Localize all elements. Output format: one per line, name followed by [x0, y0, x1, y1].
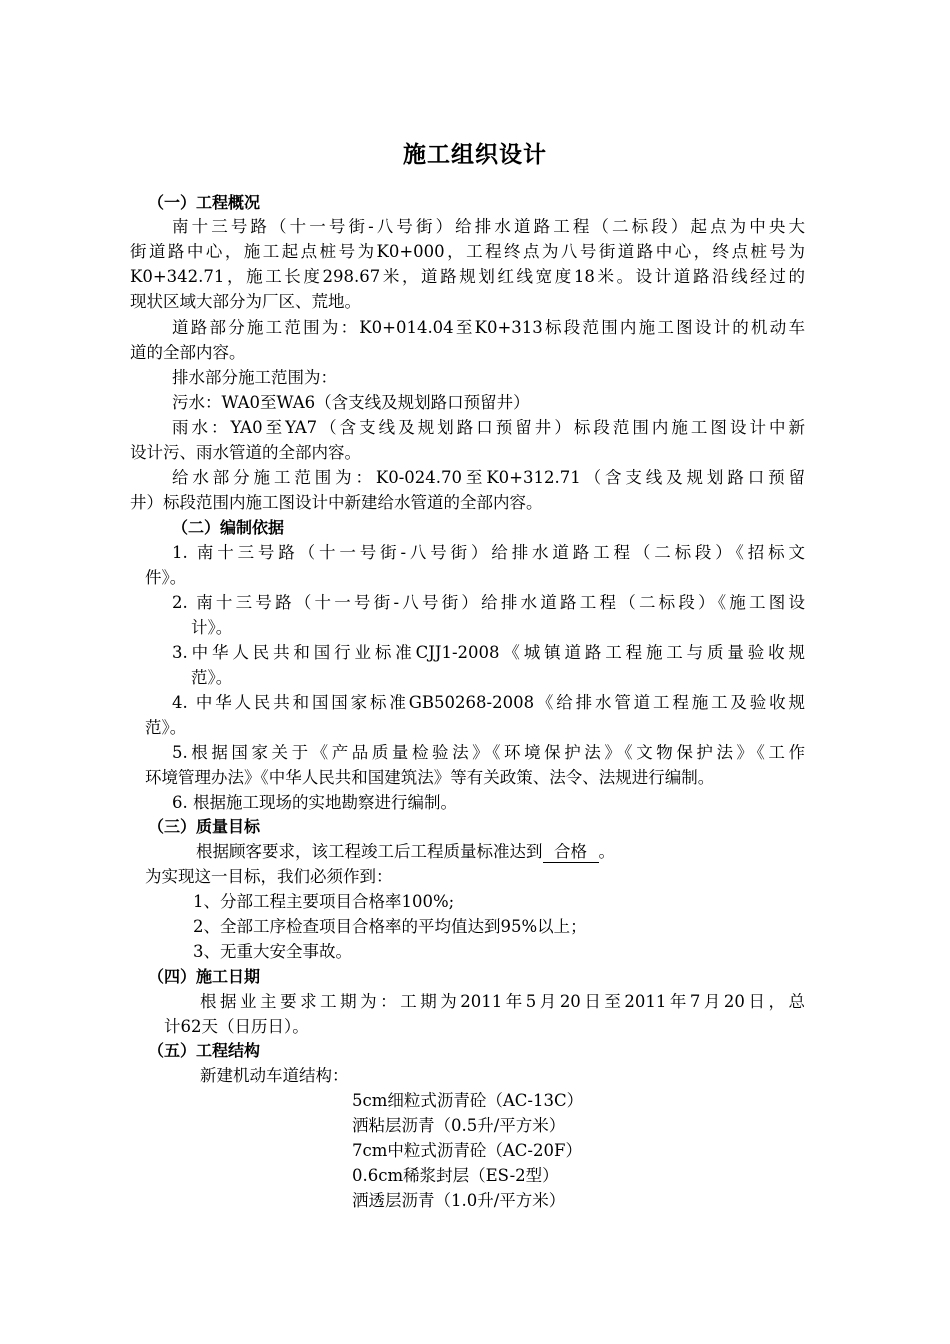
drainage-scope-line: 排水部分施工范围为：: [172, 368, 337, 387]
quality-goal-item: 1、分部工程主要项目合格率100%;: [193, 892, 455, 911]
structure-intro-line: 新建机动车道结构：: [200, 1066, 349, 1085]
pavement-layer: 5cm细粒式沥青砼（AC-13C）: [352, 1091, 584, 1110]
rainwater-scope-line: 雨水：YA0至YA7（含支线及规划路口预留井）标段范围内施工图设计中新: [172, 418, 805, 437]
basis-list-item: 计》。: [191, 618, 233, 637]
basis-list-item: 环境管理办法》《中华人民共和国建筑法》等有关政策、法令、法规进行编制。: [145, 768, 715, 787]
water-supply-scope-line: 井）标段范围内施工图设计中新建给水管道的全部内容。: [130, 493, 543, 512]
pavement-layer: 洒粘层沥青（0.5升/平方米）: [352, 1116, 566, 1135]
overview-paragraph-line: 街道路中心，施工起点桩号为K0+000，工程终点为八号街道路中心，终点桩号为: [130, 242, 805, 261]
road-scope-line: 道的全部内容。: [130, 343, 246, 362]
basis-list-item: 范》。: [145, 718, 187, 737]
basis-list-item: 4. 中华人民共和国国家标准GB50268-2008《给排水管道工程施工及验收规: [172, 693, 805, 712]
water-supply-scope-line: 给水部分施工范围为：K0-024.70至K0+312.71（含支线及规划路口预留: [172, 468, 805, 487]
schedule-line: 根据业主要求工期为：工期为2011年5月20日至2011年7月20日，总: [200, 992, 805, 1011]
document-title: 施工组织设计: [403, 142, 547, 168]
pavement-layer: 洒透层沥青（1.0升/平方米）: [352, 1191, 566, 1210]
basis-list-item: 2. 南十三号路（十一号街-八号街）给排水道路工程（二标段）《施工图设: [172, 593, 805, 612]
basis-list-item: 5.根据国家关于《产品质量检验法》《环境保护法》《文物保护法》《工作: [172, 743, 805, 762]
quality-commitment-line: 为实现这一目标，我们必须作到：: [145, 867, 393, 886]
pavement-layer: 0.6cm稀浆封层（ES-2型）: [352, 1166, 559, 1185]
rainwater-scope-line: 设计污、雨水管道的全部内容。: [130, 443, 361, 462]
section-heading-structure: （五）工程结构: [148, 1041, 261, 1060]
overview-paragraph-line: 现状区域大部分为厂区、荒地。: [130, 292, 361, 311]
quality-target-line: [196, 841, 615, 863]
basis-list-item: 6. 根据施工现场的实地勘察进行编制。: [172, 793, 457, 812]
quality-target-end: 。: [598, 842, 615, 861]
road-scope-line: 道路部分施工范围为：K0+014.04至K0+313标段范围内施工图设计的机动车: [172, 318, 805, 337]
quality-goal-item: 2、全部工序检查项目合格率的平均值达到95%以上；: [193, 917, 587, 936]
basis-list-item: 1. 南十三号路（十一号街-八号街）给排水道路工程（二标段）《招标文: [172, 543, 805, 562]
basis-list-item: 范》。: [191, 668, 233, 687]
overview-paragraph-line: K0+342.71，施工长度298.67米，道路规划红线宽度18米。设计道路沿线经过的: [130, 267, 805, 286]
basis-list-item: 件》。: [145, 568, 187, 587]
pavement-layer: 7cm中粒式沥青砼（AC-20F）: [352, 1141, 582, 1160]
section-heading-basis: （二）编制依据: [172, 518, 285, 537]
quality-standard-value: 合格: [543, 842, 599, 863]
schedule-line: 计62天（日历日）。: [164, 1017, 309, 1036]
quality-goal-item: 3、无重大安全事故。: [193, 942, 352, 961]
quality-target-text: 根据顾客要求，该工程竣工后工程质量标准达到: [196, 842, 543, 861]
basis-list-item: 3.中华人民共和国行业标准CJJ1-2008《城镇道路工程施工与质量验收规: [172, 643, 805, 662]
section-heading-overview: （一）工程概况: [148, 193, 261, 212]
section-heading-schedule: （四）施工日期: [148, 967, 261, 986]
section-heading-quality: （三）质量目标: [148, 817, 261, 836]
overview-paragraph-line: 南十三号路（十一号街-八号街）给排水道路工程（二标段）起点为中央大: [172, 217, 805, 236]
sewage-scope-line: 污水：WA0至WA6（含支线及规划路口预留井）: [172, 393, 530, 412]
